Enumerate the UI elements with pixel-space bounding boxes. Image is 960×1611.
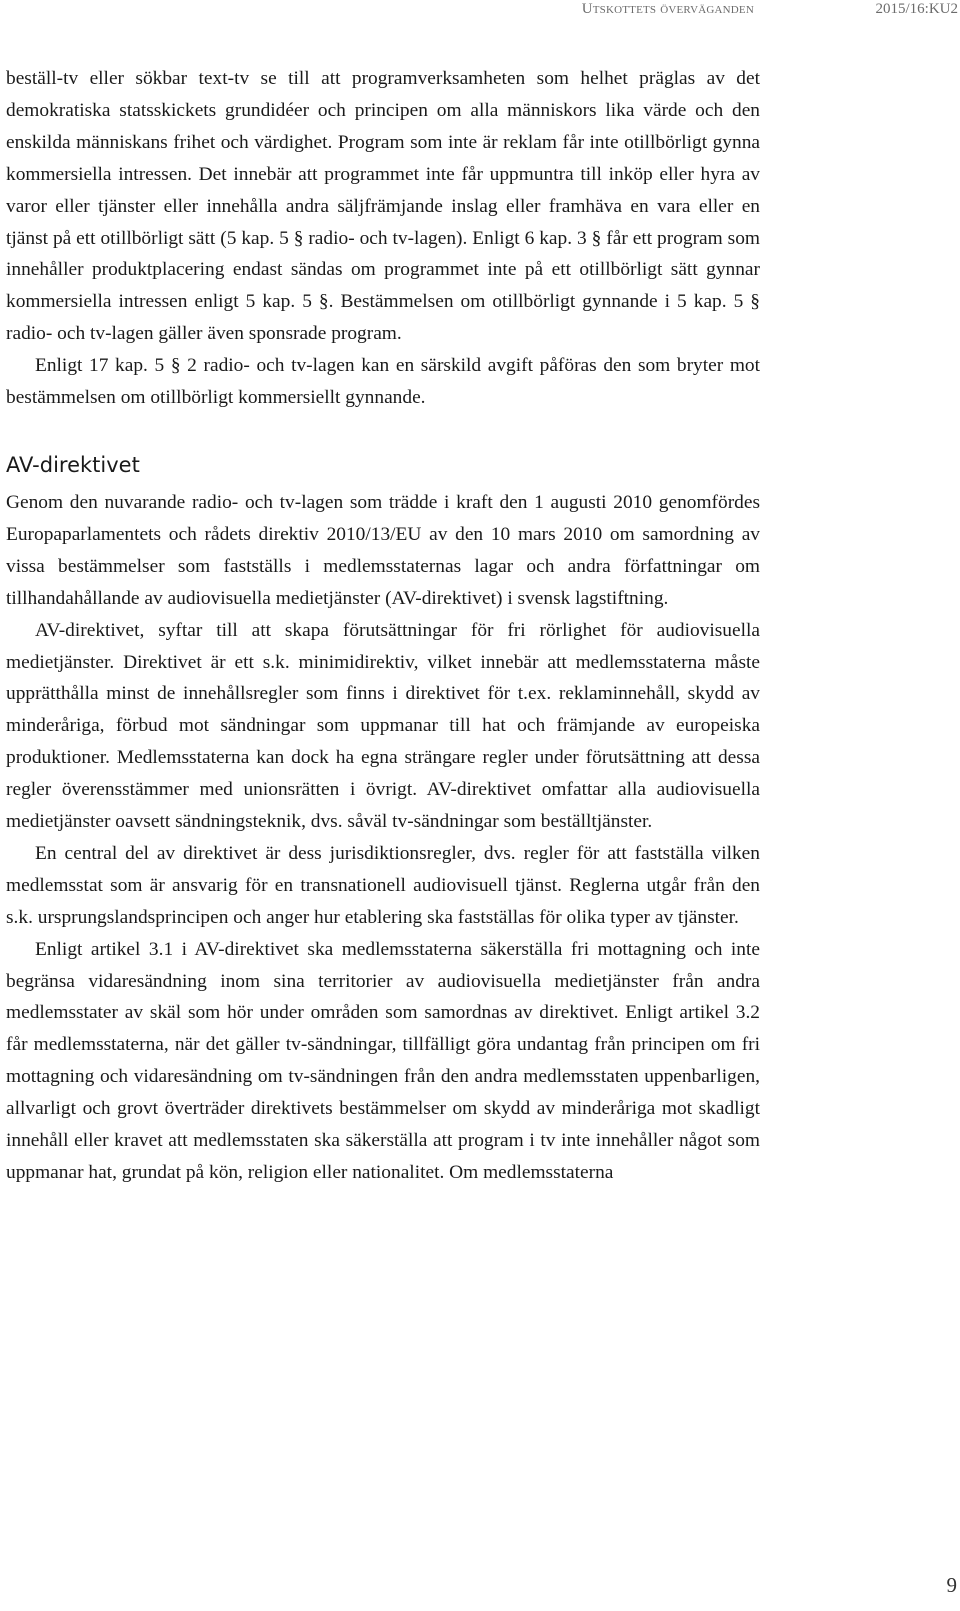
- page-body: [6, 63, 760, 1189]
- section-heading: AV-direktivet: [6, 452, 140, 477]
- section-paragraph-1: Genom den nuvarande radio- och tv-lagen som trädde i kraft den 1 augusti 2010 genomfördes Europaparlamentets och rådets direktiv 2010/13/EU av den 10 mars 2010 om samordning av vissa bestämmelser som fastställs i medlemsstaternas lagar och andra författningar om tillhandahållande av audiovisuella medietjänster (AV-direktivet) i svensk lagstiftning.: [6, 491, 760, 609]
- body-paragraph-2: Enligt 17 kap. 5 § 2 radio- och tv-lagen kan en särskild avgift påföras den som bryter mot bestämmelsen om otillbörligt kommersiellt gynnande.: [6, 355, 760, 409]
- header-document-ref: 2015/16:KU2: [875, 1, 958, 17]
- page-number: 9: [946, 1573, 957, 1597]
- section-paragraph-2: AV-direktivet, syftar till att skapa förutsättningar för fri rörlighet för audiovisuella medietjänster. Direktivet är ett s.k. minimidirektiv, vilket innebär att medlemsstaterna måste upprätthålla minst de innehållsregler som finns i direktivet för t.ex. reklaminnehåll, skydd av minderåriga, förbud mot sändningar som uppmanar till hat och främjande av europeiska produktioner. Medlemsstaterna kan dock ha egna strängare regler under förutsättning att dessa regler överensstämmer med unionsrätten i övrigt. AV-direktivet omfattar alla audiovisuella medietjänster oavsett sändningsteknik, dvs. såväl tv-sändningar som beställtjänster.: [6, 619, 760, 833]
- running-header: [0, 0, 960, 24]
- section-paragraph-3: En central del av direktivet är dess jurisdiktionsregler, dvs. regler för att fastställa vilken medlemsstat som är ansvarig för en transnationell audiovisuell tjänst. Reglerna utgår från den s.k. ursprungslandsprincipen och anger hur etablering ska fastställas för olika typer av tjänster.: [6, 842, 760, 928]
- section-paragraph-4: Enligt artikel 3.1 i AV-direktivet ska medlemsstaterna säkerställa fri mottagning och inte begränsa vidaresändning inom sina territorier av audiovisuella medietjänster från andra medlemsstater av skäl som hör under områden som samordnas av direktivet. Enligt artikel 3.2 får medlemsstaterna, när det gäller tv-sändningar, tillfälligt göra undantag från principen om fri mottagning och vidaresändning om tv-sändningen från den andra medlemsstaten uppenbarligen, allvarligt och grovt överträder direktivets bestämmelser om skydd av minderåriga mot skadligt innehåll eller kravet att medlemsstaten ska säkerställa att program i tv inte innehåller något som uppmanar hat, grundat på kön, religion eller nationalitet. Om medlemsstaterna: [6, 938, 760, 1183]
- header-section-title: Utskottets överväganden: [581, 1, 754, 17]
- body-paragraph-1: beställ-tv eller sökbar text-tv se till att programverksamheten som helhet präglas av det demokratiska statsskickets grundidéer och principen om alla människors lika värde och den enskilda människans frihet och värdighet. Program som inte är reklam får inte otillbörligt gynna kommersiella intressen. Det innebär att programmet inte får uppmuntra till inköp eller hyra av varor eller tjänster eller innehålla andra säljfrämjande inslag eller framhäva en vara eller en tjänst på ett otillbörligt sätt (5 kap. 5 § radio- och tv-lagen). Enligt 6 kap. 3 § får ett program som innehåller produktplacering endast sändas om programmet inte på ett otillbörligt sätt gynnar kommersiella intressen enligt 5 kap. 5 §. Bestämmelsen om otillbörligt gynnande i 5 kap. 5 § radio- och tv-lagen gäller även sponsrade program.: [6, 68, 760, 345]
